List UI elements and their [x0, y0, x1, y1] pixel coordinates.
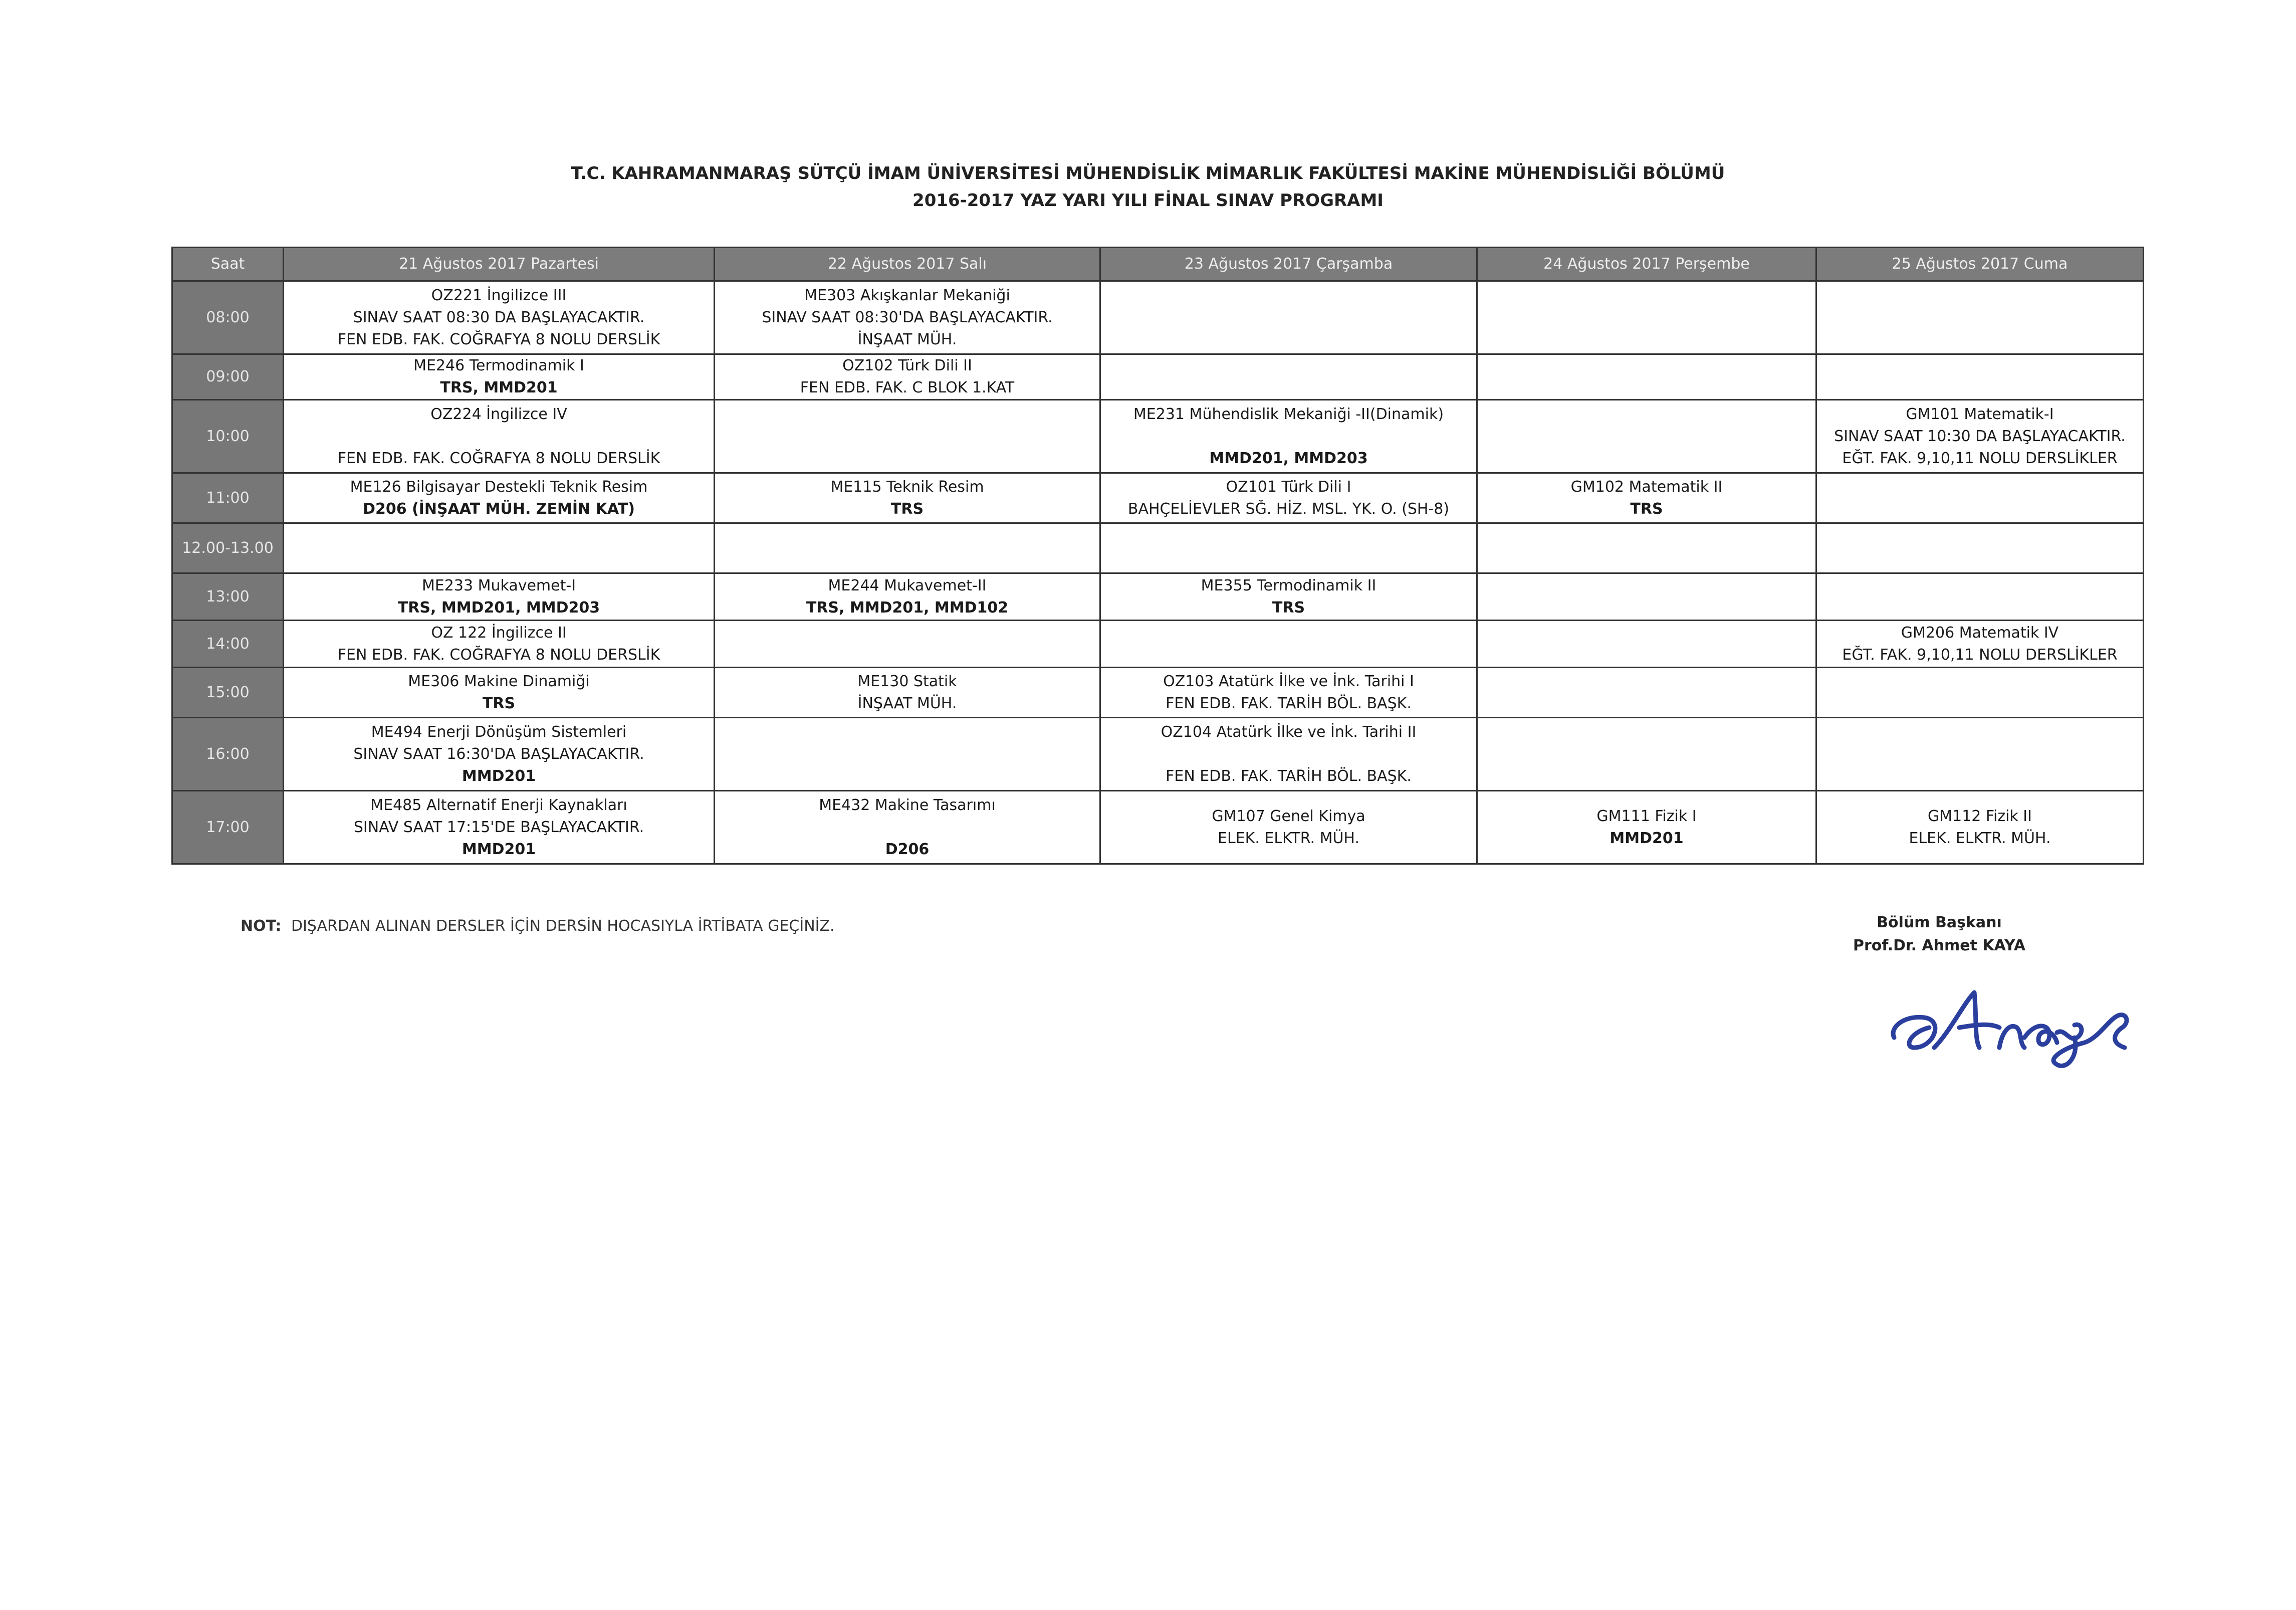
time-slot-cell: 09:00 — [172, 354, 284, 400]
course-name: GM206 Matematik IV — [1901, 624, 2059, 642]
exam-cell — [1816, 523, 2144, 573]
exam-cell — [715, 281, 1100, 354]
time-slot-cell: 16:00 — [172, 718, 284, 791]
table-row — [172, 523, 2144, 573]
note-label: NOT: — [241, 917, 282, 935]
exam-cell — [1816, 573, 2144, 621]
exam-detail: SINAV SAAT 08:30 DA BAŞLAYACAKTIR. — [353, 308, 645, 326]
exam-detail: FEN EDB. FAK. TARİH BÖL. BAŞK. — [1166, 694, 1412, 712]
exam-cell — [1816, 354, 2144, 400]
signer-name: Prof.Dr. Ahmet KAYA — [1853, 937, 2026, 954]
exam-detail — [287, 426, 711, 448]
course-name: ME485 Alternatif Enerji Kaynakları — [370, 796, 627, 814]
course-name: GM107 Genel Kimya — [1212, 807, 1365, 825]
table-row — [172, 473, 2144, 523]
table-row — [172, 281, 2144, 354]
exam-cell — [1477, 718, 1816, 791]
course-name: ME432 Makine Tasarımı — [819, 796, 996, 814]
exam-cell — [715, 523, 1100, 573]
course-name: GM112 Fizik II — [1927, 807, 2032, 825]
exam-detail: TRS — [890, 500, 924, 518]
course-name: GM111 Fizik I — [1596, 807, 1697, 825]
exam-cell — [1477, 668, 1816, 718]
table-row — [172, 718, 2144, 791]
exam-detail: TRS, MMD201, MMD102 — [806, 598, 1009, 617]
exam-cell — [1816, 400, 2144, 473]
exam-cell — [284, 354, 715, 400]
exam-cell — [1100, 354, 1477, 400]
exam-detail — [718, 817, 1096, 839]
exam-detail: FEN EDB. FAK. COĞRAFYA 8 NOLU DERSLİK — [337, 646, 660, 664]
time-slot-cell: 13:00 — [172, 573, 284, 621]
course-name: ME494 Enerji Dönüşüm Sistemleri — [371, 723, 627, 741]
course-name: GM102 Matematik II — [1570, 478, 1723, 496]
course-name: OZ 122 İngilizce II — [431, 624, 567, 642]
exam-cell — [284, 621, 715, 668]
exam-cell — [1477, 791, 1816, 864]
exam-detail: D206 (İNŞAAT MÜH. ZEMİN KAT) — [363, 500, 635, 518]
exam-detail: FEN EDB. FAK. C BLOK 1.KAT — [800, 379, 1015, 396]
exam-cell — [1100, 281, 1477, 354]
exam-cell — [1100, 791, 1477, 864]
signer-title: Bölüm Başkanı — [1877, 914, 2002, 931]
table-row — [172, 573, 2144, 621]
table-row — [172, 668, 2144, 718]
exam-cell — [1100, 573, 1477, 621]
column-header-day-3: 23 Ağustos 2017 Çarşamba — [1100, 248, 1477, 281]
course-name: ME246 Termodinamik I — [413, 357, 584, 374]
exam-cell — [284, 281, 715, 354]
exam-cell — [715, 718, 1100, 791]
course-name: ME130 Statik — [857, 672, 957, 690]
exam-cell — [284, 400, 715, 473]
course-name: OZ102 Türk Dili II — [842, 357, 972, 374]
exam-detail: D206 — [885, 840, 930, 858]
course-name: OZ104 Atatürk İlke ve İnk. Tarihi II — [1161, 723, 1417, 741]
column-header-day-2: 22 Ağustos 2017 Salı — [715, 248, 1100, 281]
course-name: ME115 Teknik Resim — [830, 478, 984, 496]
time-slot-cell: 17:00 — [172, 791, 284, 864]
document-title: T.C. KAHRAMANMARAŞ SÜTÇÜ İMAM ÜNİVERSİTESİ MÜHENDİSLİK MİMARLIK FAKÜLTESİ MAKİNE MÜHENDİSLİĞİ BÖLÜMÜ — [571, 163, 1725, 183]
exam-cell — [1100, 668, 1477, 718]
course-name: ME303 Akışkanlar Mekaniği — [804, 286, 1010, 304]
exam-detail: TRS — [1630, 500, 1663, 518]
table-row — [172, 354, 2144, 400]
exam-cell — [715, 473, 1100, 523]
exam-cell — [284, 473, 715, 523]
column-header-day-5: 25 Ağustos 2017 Cuma — [1816, 248, 2144, 281]
exam-cell — [1477, 400, 1816, 473]
time-slot-cell: 08:00 — [172, 281, 284, 354]
handwritten-signature — [1874, 972, 2155, 1073]
document-subtitle: 2016-2017 YAZ YARI YILI FİNAL SINAV PROGRAMI — [912, 190, 1384, 211]
table-header-row — [172, 248, 2144, 281]
course-name: GM101 Matematik-I — [1906, 405, 2054, 423]
table-row — [172, 400, 2144, 473]
exam-detail: FEN EDB. FAK. COĞRAFYA 8 NOLU DERSLİK — [337, 330, 660, 348]
table-row — [172, 791, 2144, 864]
exam-cell — [284, 573, 715, 621]
column-header-day-1: 21 Ağustos 2017 Pazartesi — [284, 248, 715, 281]
exam-detail: MMD201, MMD203 — [1209, 449, 1368, 467]
exam-cell — [1816, 281, 2144, 354]
exam-detail: MMD201 — [1610, 829, 1684, 847]
time-slot-cell: 11:00 — [172, 473, 284, 523]
exam-cell — [1477, 621, 1816, 668]
exam-detail: TRS — [482, 694, 516, 712]
exam-cell — [1100, 718, 1477, 791]
exam-detail: BAHÇELİEVLER SĞ. HİZ. MSL. YK. O. (SH-8) — [1127, 500, 1450, 518]
course-name: ME233 Mukavemet-I — [421, 576, 576, 594]
exam-schedule-table — [171, 247, 2144, 865]
course-name: ME231 Mühendislik Mekaniği -II(Dinamik) — [1133, 405, 1444, 423]
column-header-day-4: 24 Ağustos 2017 Perşembe — [1477, 248, 1816, 281]
exam-cell — [1477, 523, 1816, 573]
exam-cell — [715, 621, 1100, 668]
exam-detail: SINAV SAAT 10:30 DA BAŞLAYACAKTIR. — [1834, 427, 2126, 445]
exam-cell — [1477, 281, 1816, 354]
time-slot-cell: 12.00-13.00 — [172, 523, 284, 573]
exam-detail: EĞT. FAK. 9,10,11 NOLU DERSLİKLER — [1842, 449, 2118, 467]
time-slot-cell: 10:00 — [172, 400, 284, 473]
course-name: ME244 Mukavemet-II — [828, 576, 987, 594]
course-name: ME306 Makine Dinamiği — [408, 672, 590, 690]
exam-cell — [284, 718, 715, 791]
exam-cell — [1816, 791, 2144, 864]
exam-cell — [1100, 473, 1477, 523]
exam-cell — [715, 791, 1100, 864]
course-name: ME126 Bilgisayar Destekli Teknik Resim — [350, 478, 648, 496]
time-slot-cell: 15:00 — [172, 668, 284, 718]
exam-detail: MMD201 — [462, 767, 536, 785]
note-text: DIŞARDAN ALINAN DERSLER İÇİN DERSİN HOCASIYLA İRTİBATA GEÇİNİZ. — [291, 917, 835, 935]
exam-cell — [715, 354, 1100, 400]
exam-detail: SINAV SAAT 16:30'DA BAŞLAYACAKTIR. — [353, 745, 644, 763]
exam-cell — [1816, 668, 2144, 718]
course-name: OZ103 Atatürk İlke ve İnk. Tarihi I — [1163, 672, 1414, 690]
exam-cell — [1816, 473, 2144, 523]
exam-cell — [1100, 621, 1477, 668]
footer-note — [241, 917, 835, 935]
table-row — [172, 621, 2144, 668]
exam-detail: TRS — [1272, 598, 1305, 617]
exam-detail: İNŞAAT MÜH. — [857, 330, 957, 348]
signature-block — [1804, 911, 2075, 957]
exam-detail: İNŞAAT MÜH. — [857, 694, 957, 712]
exam-cell — [284, 668, 715, 718]
exam-cell — [1816, 621, 2144, 668]
exam-cell — [284, 791, 715, 864]
time-slot-cell: 14:00 — [172, 621, 284, 668]
exam-cell — [715, 668, 1100, 718]
exam-detail: FEN EDB. FAK. TARİH BÖL. BAŞK. — [1166, 767, 1412, 785]
exam-detail: TRS, MMD201 — [440, 379, 558, 396]
course-name: ME355 Termodinamik II — [1201, 576, 1376, 594]
exam-cell — [1100, 523, 1477, 573]
exam-detail: ELEK. ELKTR. MÜH. — [1218, 829, 1359, 847]
exam-cell — [1100, 400, 1477, 473]
exam-detail: TRS, MMD201, MMD203 — [397, 598, 600, 617]
exam-detail: ELEK. ELKTR. MÜH. — [1909, 829, 2051, 847]
course-name: OZ224 İngilizce IV — [430, 405, 567, 423]
column-header-time: Saat — [172, 248, 284, 281]
exam-detail: EĞT. FAK. 9,10,11 NOLU DERSLİKLER — [1842, 646, 2118, 664]
exam-detail: SINAV SAAT 17:15'DE BAŞLAYACAKTIR. — [353, 818, 644, 836]
exam-cell — [1477, 573, 1816, 621]
exam-cell — [715, 400, 1100, 473]
exam-cell — [1477, 473, 1816, 523]
exam-cell — [1477, 354, 1816, 400]
course-name: OZ101 Türk Dili I — [1226, 478, 1351, 496]
exam-cell — [1816, 718, 2144, 791]
exam-detail: FEN EDB. FAK. COĞRAFYA 8 NOLU DERSLİK — [337, 449, 660, 467]
exam-detail: SINAV SAAT 08:30'DA BAŞLAYACAKTIR. — [762, 308, 1053, 326]
exam-detail — [1104, 743, 1473, 765]
exam-detail — [1104, 426, 1473, 448]
exam-cell — [715, 573, 1100, 621]
exam-detail: MMD201 — [462, 840, 536, 858]
exam-cell — [284, 523, 715, 573]
course-name: OZ221 İngilizce III — [431, 286, 567, 304]
